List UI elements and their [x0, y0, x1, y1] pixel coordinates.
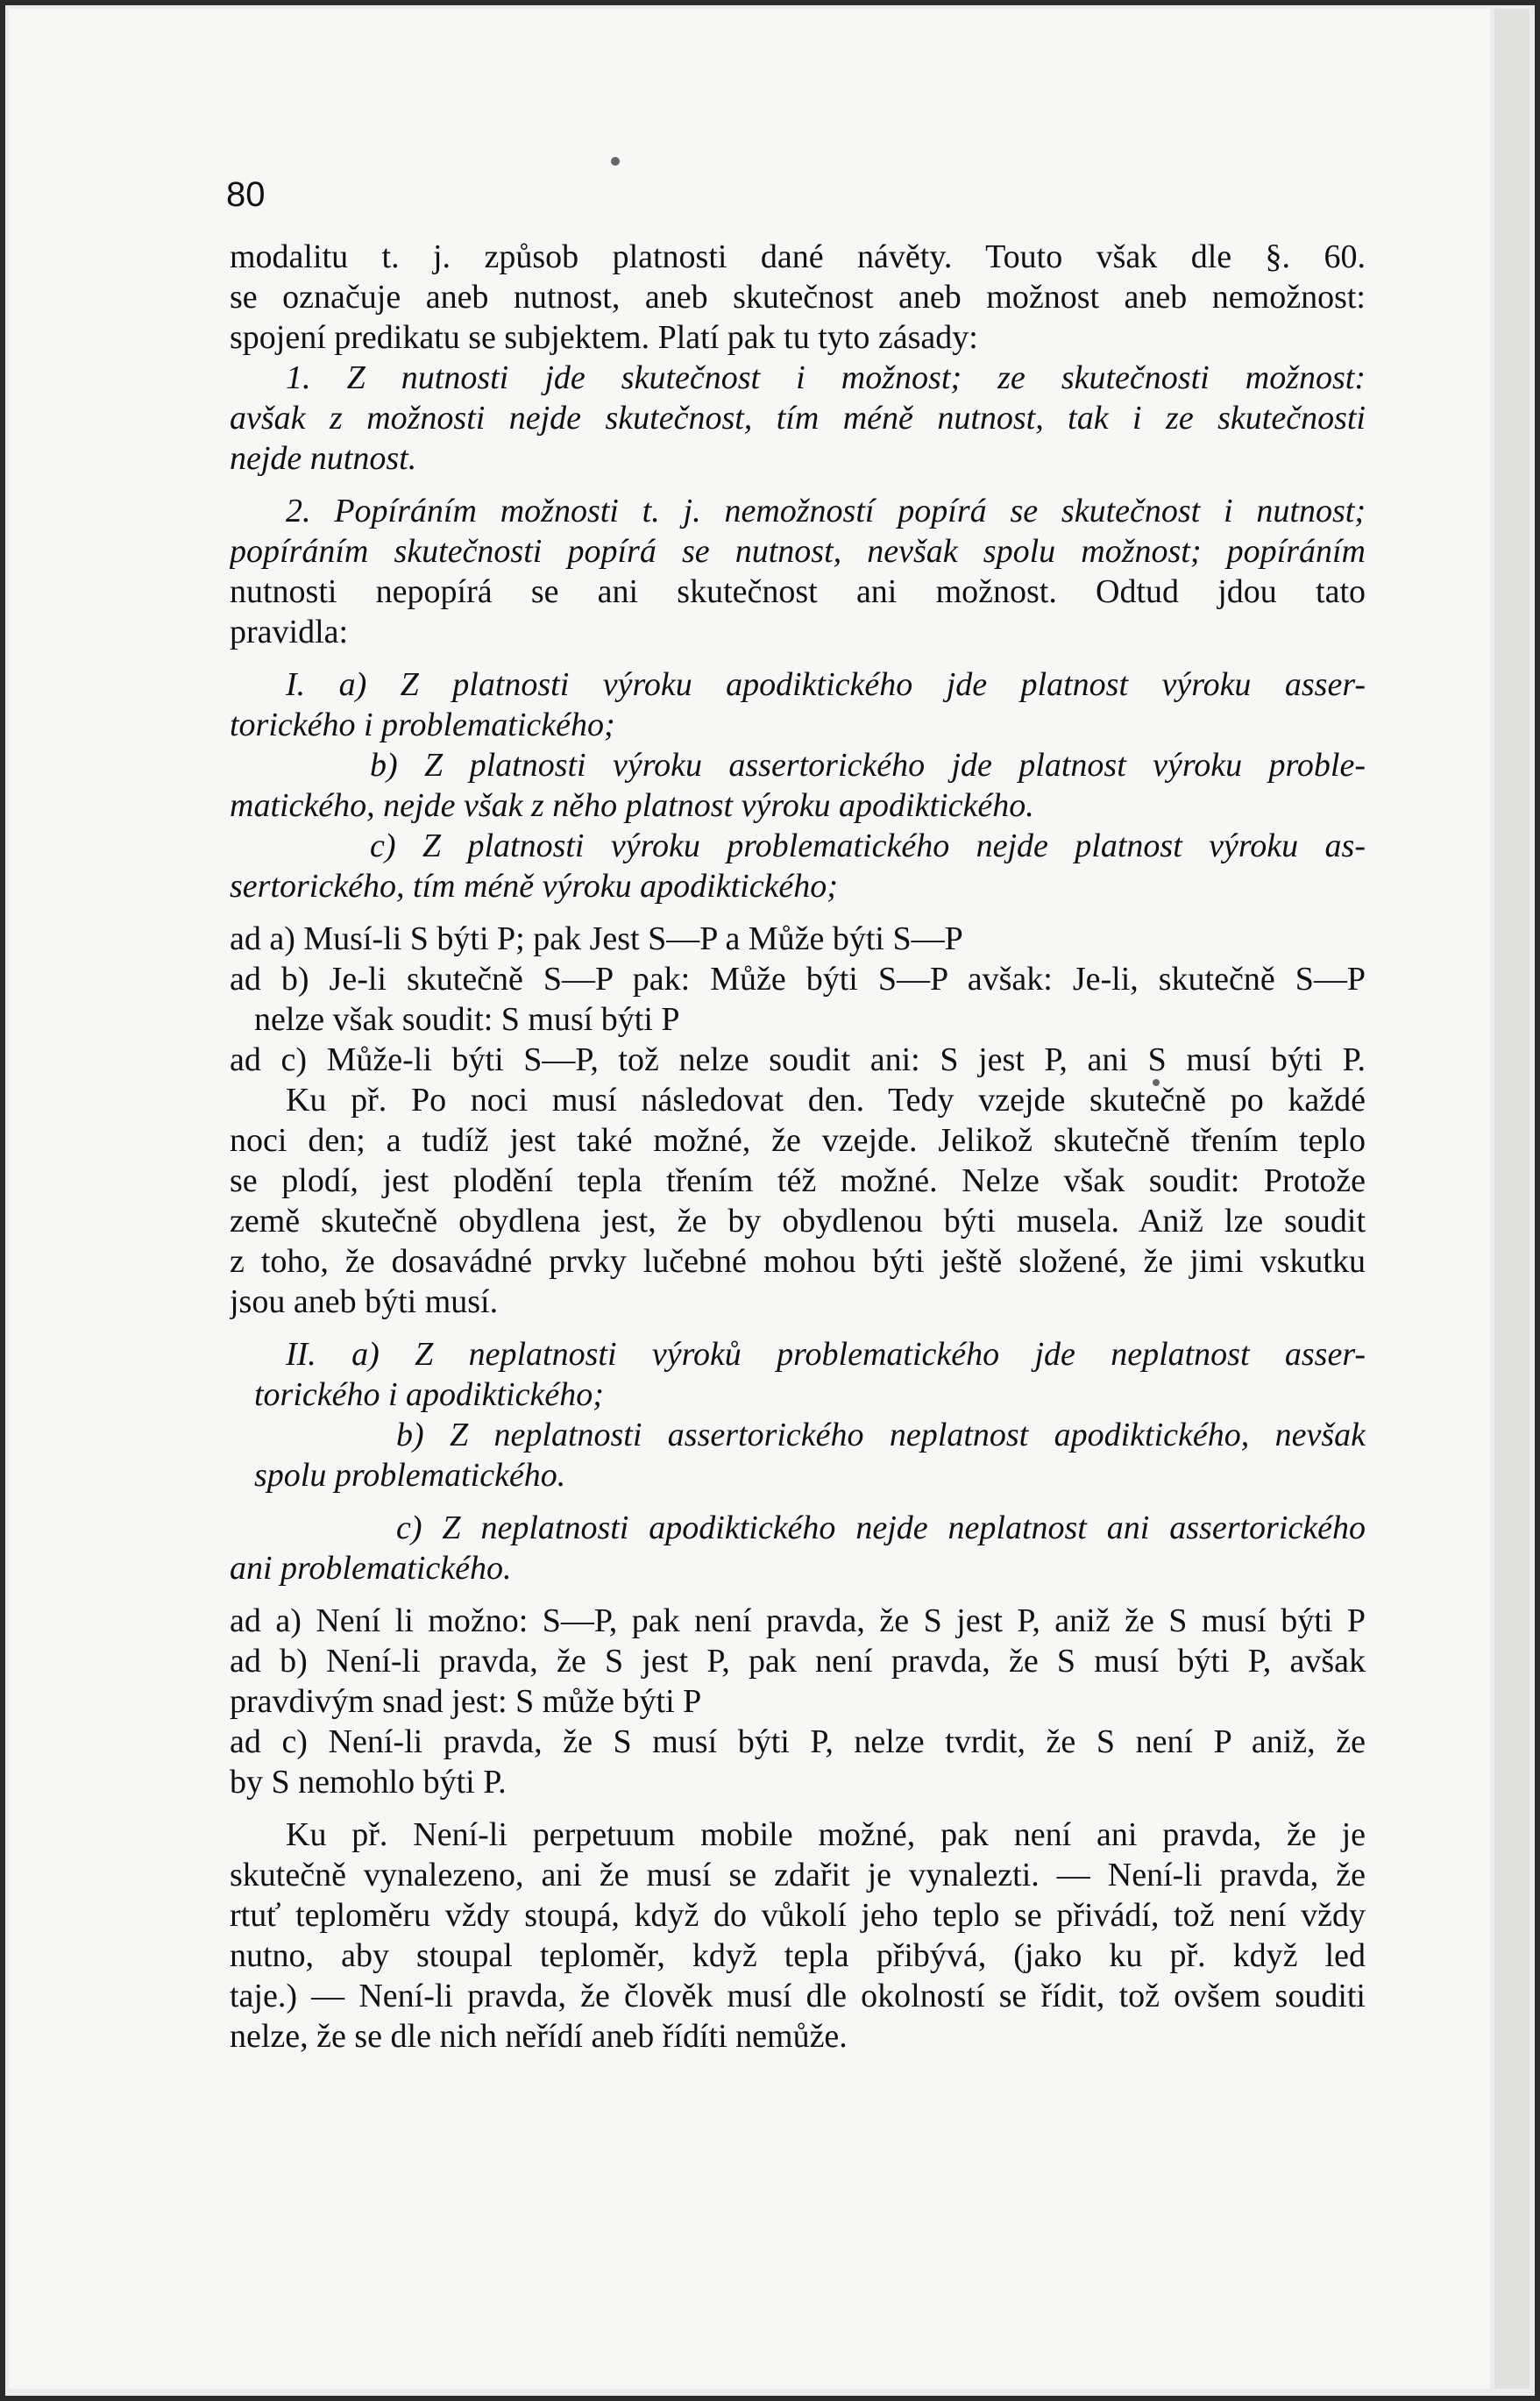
text-line: spojení predikatu se subjektem. Platí pak tu tyto zásady:	[230, 319, 978, 356]
text-line: ad a) Není li možno: S—P, pak není pravda, že S jest P, aniž že S musí býti P	[230, 1602, 1366, 1639]
text-line: torického i apodiktického;	[254, 1376, 604, 1413]
text-line: ad a) Musí-li S býti P; pak Jest S—P a Může býti S—P	[230, 920, 963, 957]
text-line: avšak z možnosti nejde skutečnost, tím méně nutnost, tak i ze skutečnosti	[230, 400, 1366, 437]
text-line: se plodí, jest plodění tepla třením též možné. Nelze však soudit: Protože	[230, 1162, 1366, 1199]
text-line: ani problematického.	[230, 1550, 512, 1587]
text-line: rtuť teploměru vždy stoupá, když do vůkolí jeho teplo se přivádí, tož není vždy	[230, 1897, 1366, 1934]
text-line: c) Z neplatnosti apodiktického nejde neplatnost ani assertorického	[396, 1510, 1366, 1546]
paragraph-gap	[230, 1588, 1366, 1601]
text-line: nutno, aby stoupal teploměr, když tepla přibývá, (jako ku př. když led	[230, 1937, 1366, 1974]
text-line: nelze, že se dle nich neřídí aneb řídíti nemůže.	[230, 2018, 848, 2055]
text-line: nelze však soudit: S musí býti P	[254, 1001, 680, 1038]
paragraph-gap	[230, 1495, 1366, 1508]
text-line: z toho, že dosavádné prvky lučebné mohou býti ještě složené, že jimi vskutku	[230, 1243, 1366, 1280]
text-line: se označuje aneb nutnost, aneb skutečnost aneb možnost aneb nemožnost:	[230, 279, 1366, 316]
ink-speck	[611, 157, 620, 166]
text-line: 2. Popíráním možnosti t. j. nemožností popírá se skutečnost i nutnost;	[286, 493, 1366, 529]
text-line: pravidla:	[230, 614, 349, 650]
text-line: skutečně vynalezeno, ani že musí se zdařit je vynalezti. — Není-li pravda, že	[230, 1857, 1366, 1893]
text-line: sertorického, tím méně výroku apodiktického;	[230, 868, 838, 905]
text-line: ad b) Není-li pravda, že S jest P, pak není pravda, že S musí býti P, avšak	[230, 1643, 1366, 1680]
paragraph-gap	[230, 906, 1366, 919]
text-line: by S nemohlo býti P.	[230, 1764, 507, 1801]
text-line: Ku př. Po noci musí následovat den. Tedy vzejde skutečně po každé	[286, 1082, 1366, 1119]
text-line: pravdivým snad jest: S může býti P	[230, 1683, 702, 1720]
text-line: země skutečně obydlena jest, že by obydlenou býti musela. Aniž lze soudit	[230, 1203, 1366, 1240]
text-line: matického, nejde však z něho platnost výroku apodiktického.	[230, 787, 1034, 824]
paragraph-gap	[230, 1322, 1366, 1334]
text-line: 1. Z nutnosti jde skutečnost i možnost; ze skutečnosti možnost:	[286, 359, 1366, 396]
text-line: II. a) Z neplatnosti výroků problematického jde neplatnost asser-	[286, 1336, 1366, 1373]
right-margin-strip	[1494, 9, 1529, 2389]
paragraph-gap	[230, 479, 1366, 491]
text-line: Ku př. Není-li perpetuum mobile možné, pak není ani pravda, že je	[286, 1816, 1366, 1853]
text-line: spolu problematického.	[254, 1457, 566, 1494]
text-line: c) Z platnosti výroku problematického nejde platnost výroku as-	[370, 828, 1366, 864]
text-line: b) Z neplatnosti assertorického neplatnost apodiktického, nevšak	[396, 1417, 1366, 1453]
text-line: modalitu t. j. způsob platnosti dané návěty. Touto však dle §. 60.	[230, 238, 1366, 275]
text-line: noci den; a tudíž jest také možné, že vzejde. Jelikož skutečně třením teplo	[230, 1122, 1366, 1159]
paragraph-gap	[230, 652, 1366, 664]
body-text	[230, 237, 1366, 2056]
text-line: ad c) Není-li pravda, že S musí býti P, nelze tvrdit, že S není P aniž, že	[230, 1723, 1366, 1760]
text-line: b) Z platnosti výroku assertorického jde platnost výroku proble-	[370, 747, 1366, 784]
text-line: nejde nutnost.	[230, 440, 417, 477]
text-line: nutnosti nepopírá se ani skutečnost ani možnost. Odtud jdou tato	[230, 573, 1366, 610]
text-line: torického i problematického;	[230, 707, 615, 743]
text-line: jsou aneb býti musí.	[230, 1283, 499, 1320]
paragraph-gap	[230, 1802, 1366, 1815]
page-number: 80	[226, 175, 266, 214]
text-line: ad c) Může-li býti S—P, tož nelze soudit ani: S jest P, ani S musí býti P.	[230, 1041, 1366, 1078]
text-line: I. a) Z platnosti výroku apodiktického jde platnost výroku asser-	[286, 666, 1366, 703]
text-line: taje.) — Není-li pravda, že člověk musí dle okolností se řídit, tož ovšem souditi	[230, 1978, 1366, 2014]
text-line: popíráním skutečnosti popírá se nutnost, nevšak spolu možnost; popíráním	[230, 533, 1366, 570]
text-line: ad b) Je-li skutečně S—P pak: Může býti S—P avšak: Je-li, skutečně S—P	[230, 961, 1366, 998]
